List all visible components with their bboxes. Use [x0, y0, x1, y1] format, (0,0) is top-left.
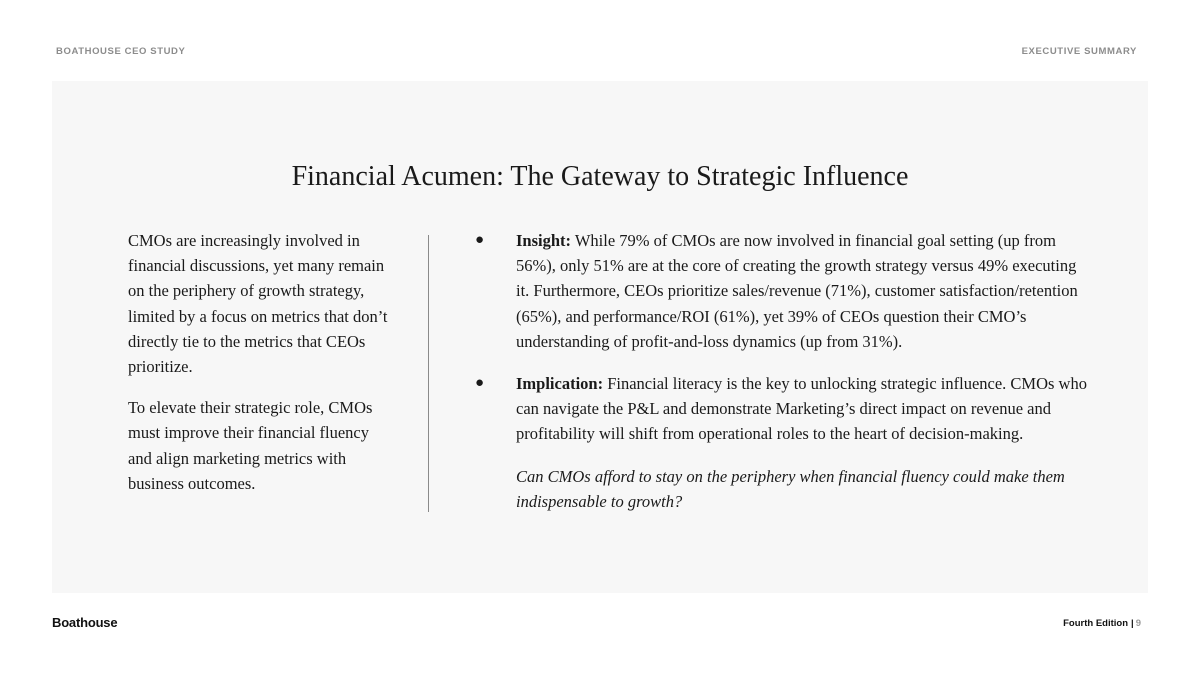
bullet-icon: ● — [475, 375, 485, 392]
column-divider — [428, 235, 429, 512]
footer-separator: | — [1131, 618, 1134, 629]
bullet-lead: Insight: — [516, 231, 572, 250]
bullet-text: While 79% of CMOs are now involved in financial goal setting (up from 56%), only 51% are at the core of creating the growth strategy versus 49% executing it. Furthermore, CEOs prioritize sales/revenue (71%), customer satisfaction/retention (65%), and performance/ROI (61%), yet 39% of CEOs question their CMO’s understanding of profit-and-loss dynamics (up from 31%). — [516, 231, 1078, 351]
bullet-icon: ● — [475, 232, 485, 248]
summary-column — [128, 228, 390, 512]
implication-bullet — [473, 371, 1093, 447]
closing-question: Can CMOs afford to stay on the periphery when financial fluency could make them indispensable to growth? — [516, 466, 1065, 511]
summary-paragraph: CMOs are increasingly involved in financial discussions, yet many remain on the periphery of growth strategy, limited by a focus on metrics that don’t directly tie to the metrics that CEOs prioritize. — [128, 231, 388, 377]
content-panel — [52, 81, 1148, 593]
summary-paragraph: To elevate their strategic role, CMOs must improve their financial fluency and align marketing metrics with business outcomes. — [128, 398, 373, 493]
page-footer — [1063, 618, 1141, 629]
insight-bullet — [473, 228, 1093, 354]
detail-column — [473, 228, 1093, 514]
page-number: 9 — [1135, 618, 1141, 629]
study-label: BOATHOUSE CEO STUDY — [56, 46, 186, 57]
page-title: Financial Acumen: The Gateway to Strategic Influence — [291, 161, 909, 192]
bullet-text: Financial literacy is the key to unlocking strategic influence. CMOs who can navigate the P&L and demonstrate Marketing’s direct impact on revenue and profitability will shift from operational roles to the heart of decision-making. — [516, 374, 1087, 444]
bullet-lead: Implication: — [516, 374, 604, 394]
section-label: EXECUTIVE SUMMARY — [1021, 46, 1137, 57]
edition-label: Fourth Edition — [1063, 618, 1129, 629]
brand-logo: Boathouse — [52, 615, 118, 630]
